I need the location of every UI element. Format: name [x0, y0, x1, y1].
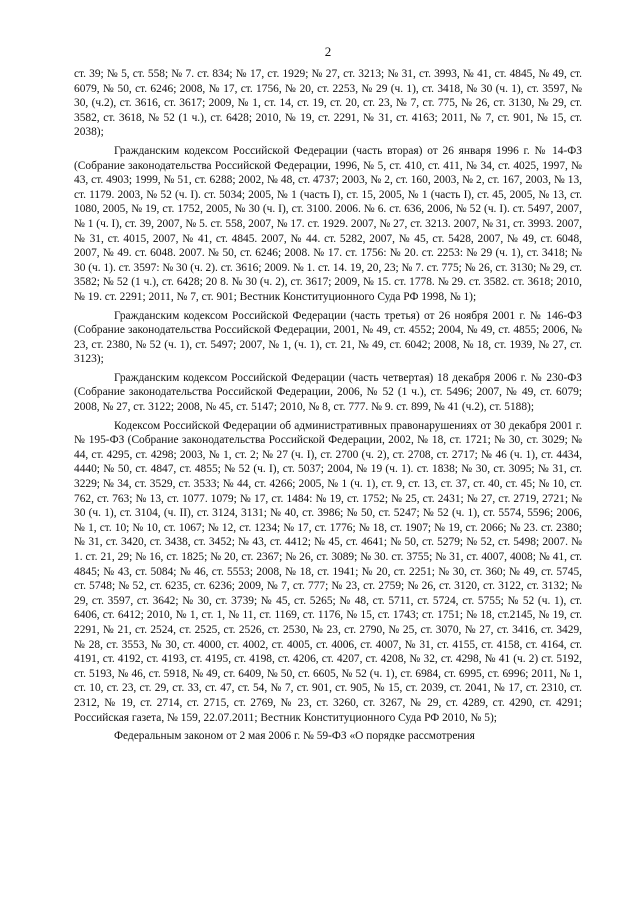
- page-number: 2: [324, 44, 332, 59]
- paragraph-civil-code-part-two: Гражданским кодексом Российской Федерации (часть вторая) от 26 января 1996 г. № 14-ФЗ (Собрание законодательства Российской Федерации, 1996, № 5, ст. 410, ст. 411, № 34, ст. 4025, 1997, № 43, ст. 4903; 1999, № 51, ст. 6288; 2002, № 48, ст. 4737; 2003, № 2, ст. 160, 2003, № 2, ст. 167, 2003, № 13, ст. 1179. 2003, № 52 (ч. I). ст. 5034; 2005, № 1 (часть I), ст. 15, 2005, № 1 (часть I), ст. 45, 2005, № 13, ст. 1080, 2005, № 19, ст. 1752, 2005, № 30 (ч. I), ст. 3100. 2006. № 6. ст. 636, 2006, № 52 (ч. I). ст. 5497, 2007, № 1 (ч. I), ст. 39, 2007, № 5. ст. 558, 2007, № 17. ст. 1929. 2007, № 27, ст. 3213. 2007, № 31, ст. 3993. 2007, № 31, ст. 4015, 2007, № 41, ст. 4845. 2007, № 44. ст. 5282, 2007, № 45, ст. 5428, 2007, № 49, ст. 6048, 2007, № 49. ст. 6048. 2007. № 50, ст. 6246; 2008. № 17. ст. 1756: № 20. ст. 2253: № 29 (ч. 1), ст. 3418; № 30 (ч. 1). ст. 3597: № 30 (ч. 2). ст. 3616; 2009. № 1. ст. 14. 19, 20, 23; № 7. ст. 775; № 26, ст. 3130; № 29, ст. 3582; № 52 (1 ч.), ст. 6428; 20 8. № 30 (ч. 2), ст. 3617; 2009, № 15. ст. 1778. № 29. ст. 3582. ст. 3618; 2010, № 19. ст. 2291; 2011, № 7, ст. 901; Вестник Конституционного Суда РФ 1998, № 1);: [74, 144, 582, 303]
- paragraph-civil-code-part-four: Гражданским кодексом Российской Федерации (часть четвертая) 18 декабря 2006 г. № 230-ФЗ (Собрание законодательства Российской Федерации, 2006, № 52 (1 ч.), ст. 5496; 2007, № 49, ст. 6079; 2008, № 27, ст. 3122; 2008, № 45, ст. 5147; 2010, № 8, ст. 777. № 9. ст. 899, № 41 (ч.2), ст. 5188);: [74, 371, 582, 414]
- paragraph-continuation: ст. 39; № 5, ст. 558; № 7. ст. 834; № 17, ст. 1929; № 27, ст. 3213; № 31, ст. 3993, № 41, ст. 4845, № 49, ст. 6079, № 50, ст. 6246; 2008, № 17, ст. 1756, № 20, ст. 2253, № 29 (ч. 1), ст. 3418, № 30 (ч. 1), ст. 3597, № 30, (ч.2), ст. 3616, ст. 3617; 2009, № 1, ст. 14, ст. 19, ст. 20, ст. 23, № 7, ст. 775, № 26, ст. 3130, № 29, ст. 3582, ст. 3618, № 52 (1 ч.), ст. 6428; 2010, № 19, ст. 2291, № 31, ст. 4163; 2011, № 7, ст. 901, № 15, ст. 2038);: [74, 68, 582, 139]
- paragraph-administrative-code: Кодексом Российской Федерации об административных правонарушениях от 30 декабря 2001 г. № 195-ФЗ (Собрание законодательства Российской Федерации, 2002, № 18, ст. 1721; № 30, ст. 3029; № 44, ст. 4295, ст. 4298; 2003, № 1, ст. 2; № 27 (ч. I), ст. 2700 (ч. 2), ст. 2708, ст. 2717; № 46 (ч. 1), ст. 4434, 4440; № 50, ст. 4847, ст. 4855; № 52 (ч. I), ст. 5037; 2004, № 19 (ч. 1). ст. 1838; № 30, ст. 3095; № 31, ст. 3229; № 34, ст. 3529, ст. 3533; № 44, ст. 4266; 2005, № 1 (ч. 1), ст. 9, ст. 13, ст. 37, ст. 40, ст. 45; № 10, ст. 762, ст. 763; № 13, ст. 1077. 1079; № 17, ст. 1484: № 19, ст. 1752; № 25, ст. 2431; № 27, ст. 2719, 2721; № 30 (ч. 1), ст. 3104, (ч. II), ст. 3124, 3131; № 40, ст. 3986; № 50, ст. 5247; № 52 (ч. 1), ст. 5574, 5596; 2006, № 1, ст. 10; № 10, ст. 1067; № 12, ст. 1234; № 17, ст. 1776; № 18, ст. 1907; № 19, ст. 2066; № 23. ст. 2380; № 31, ст. 3420, ст. 3438, ст. 3452; № 43, ст. 4412; № 45, ст. 4641; № 50, ст. 5279; № 52, ст. 5498; 2007. № 1. ст. 21, 29; № 16, ст. 1825; № 20, ст. 2367; № 26, ст. 3089; № 30. ст. 3755; № 31, ст. 4007, 4008; № 41, ст. 4845; № 43, ст. 5084; № 46, ст. 5553; 2008, № 18, ст. 1941; № 20, ст. 2251; № 30, ст. 360; № 49, ст. 5745, ст. 5748; № 52, ст. 6235, ст. 6236; 2009, № 7, ст. 777; № 23, ст. 2759; № 26, ст. 3120, ст. 3122, ст. 3132; № 29, ст. 3597, ст. 3642; № 30, ст. 3739; № 45, ст. 5265; № 48, ст. 5711, ст. 5724, ст. 5755; № 52 (ч. 1), ст. 6406, ст. 6412; 2010, № 1, ст. 1, № 11, ст. 1169, ст. 1176, № 15, ст. 1743; ст. 1751; № 18, ст.2145, № 19, ст. 2291, № 21, ст. 2524, ст. 2525, ст. 2526, ст. 2530, № 23, ст. 2790, № 25, ст. 3070, № 27, ст. 3416, ст. 3429, № 28, ст. 3553, № 30, ст. 4000, ст. 4002, ст. 4005, ст. 4006, ст. 4007, № 31, ст. 4155, ст. 4158, ст. 4164, ст. 4191, ст. 4192, ст. 4193, ст. 4195, ст. 4198, ст. 4206, ст. 4207, ст. 4208, № 32, ст. 4298, № 41 (ч. 2) ст. 5192, ст. 5193, № 46, ст. 5918, № 49, ст. 6409, № 50, ст. 6605, № 52 (ч. 1), ст. 6984, ст. 6995, ст. 6996; 2011, № 1, ст. 10, ст. 23, ст. 29, ст. 33, ст. 47, ст. 54, № 7, ст. 901, ст. 905, № 15, ст. 2039, ст. 2041, № 17, ст. 2310, ст. 2312, № 19, ст. 2714, ст. 2715, ст. 2769, № 23, ст. 3260, ст. 3267, № 29, ст. 4289, ст. 4290, ст. 4291; Российская газета, № 159, 22.07.2011; Вестник Конституционного Суда РФ 2010, № 5);: [74, 419, 582, 724]
- paragraph-federal-law: Федеральным законом от 2 мая 2006 г. № 59-ФЗ «О порядке рассмотрения: [114, 730, 475, 743]
- paragraph-civil-code-part-three: Гражданским кодексом Российской Федерации (часть третья) от 26 ноября 2001 г. № 146-ФЗ (Собрание законодательства Российской Федерации, 2001, № 49, ст. 4552; 2004, № 49, ст. 4855; 2006, № 23, ст. 2380, № 52 (ч. 1), ст. 5497; 2007, № 1, (ч. 1), ст. 21, № 49, ст. 6042; 2008, № 18, ст. 1939, № 27, ст. 3123);: [74, 309, 582, 366]
